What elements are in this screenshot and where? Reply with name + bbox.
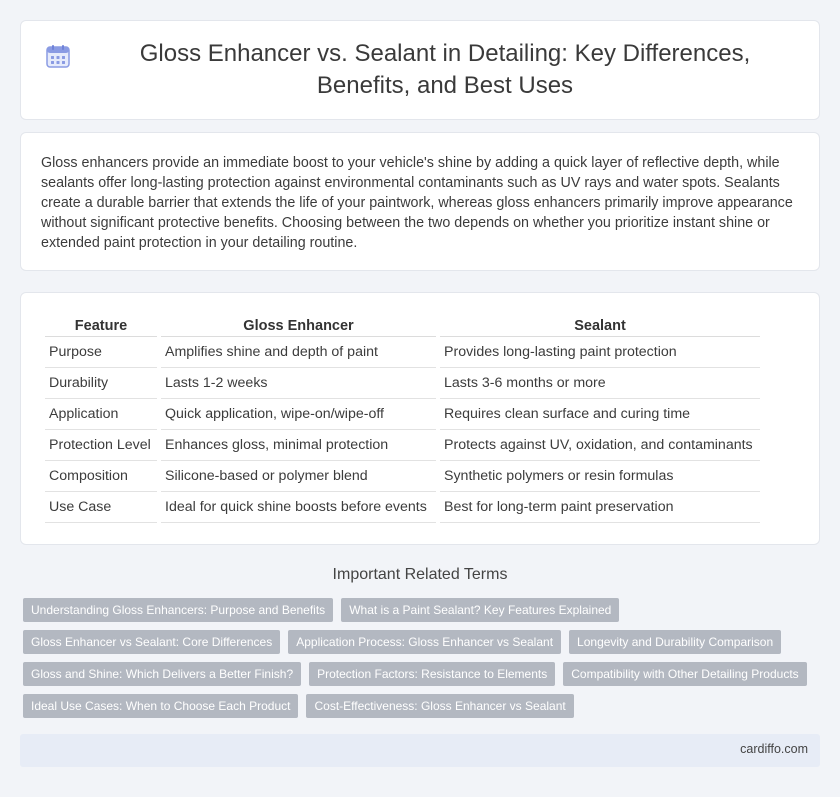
related-term-tag[interactable]: Protection Factors: Resistance to Elements: [309, 662, 555, 686]
related-term-tag[interactable]: Gloss Enhancer vs Sealant: Core Differences: [23, 630, 280, 654]
header-card: [20, 20, 820, 120]
related-term-tag[interactable]: Gloss and Shine: Which Delivers a Better Finish?: [23, 662, 301, 686]
table-row: [45, 368, 760, 399]
footer: [20, 734, 820, 767]
cell-gloss-enhancer: Enhances gloss, minimal protection: [161, 430, 436, 461]
related-term-tag[interactable]: Cost-Effectiveness: Gloss Enhancer vs Sealant: [306, 694, 573, 718]
tag-row: [23, 630, 823, 654]
table-row: [45, 492, 760, 523]
related-terms-heading: Important Related Terms: [332, 566, 508, 583]
table-row: [45, 399, 760, 430]
tag-row: [23, 694, 823, 718]
related-term-tag[interactable]: Compatibility with Other Detailing Products: [563, 662, 806, 686]
cell-sealant: Provides long-lasting paint protection: [440, 337, 760, 368]
cell-feature: Durability: [45, 368, 157, 399]
header-feature: Feature: [45, 315, 157, 337]
cell-sealant: Requires clean surface and curing time: [440, 399, 760, 430]
tag-row: [23, 598, 823, 622]
footer-site-link[interactable]: cardiffo.com: [740, 742, 808, 756]
cell-gloss-enhancer: Lasts 1-2 weeks: [161, 368, 436, 399]
table-row: [45, 337, 760, 368]
cell-feature: Purpose: [45, 337, 157, 368]
cell-sealant: Lasts 3-6 months or more: [440, 368, 760, 399]
cell-gloss-enhancer: Quick application, wipe-on/wipe-off: [161, 399, 436, 430]
calendar-icon: [45, 43, 71, 69]
cell-gloss-enhancer: Silicone-based or polymer blend: [161, 461, 436, 492]
table-row: [45, 461, 760, 492]
header-gloss-enhancer: Gloss Enhancer: [161, 315, 436, 337]
comparison-table: [41, 315, 764, 523]
cell-sealant: Best for long-term paint preservation: [440, 492, 760, 523]
cell-feature: Application: [45, 399, 157, 430]
cell-feature: Composition: [45, 461, 157, 492]
cell-gloss-enhancer: Amplifies shine and depth of paint: [161, 337, 436, 368]
comparison-card: [20, 292, 820, 545]
intro-card: [20, 132, 820, 271]
intro-paragraph: Gloss enhancers provide an immediate boost to your vehicle's shine by adding a quick layer of reflective depth, while sealants offer long-lasting protection against environmental contaminants such as UV rays and water spots. Sealants create a durable barrier that extends the life of your paintwork, whereas gloss enhancers primarily improve appearance without significant protective benefits. Choosing between the two depends on whether you prioritize instant shine or extended paint protection in your detailing routine.: [41, 155, 793, 251]
cell-sealant: Synthetic polymers or resin formulas: [440, 461, 760, 492]
related-term-tag[interactable]: Longevity and Durability Comparison: [569, 630, 781, 654]
related-terms-list: [23, 598, 823, 726]
related-term-tag[interactable]: Ideal Use Cases: When to Choose Each Product: [23, 694, 298, 718]
tag-row: [23, 662, 823, 686]
cell-feature: Protection Level: [45, 430, 157, 461]
table-header-row: [45, 315, 760, 337]
related-term-tag[interactable]: Application Process: Gloss Enhancer vs Sealant: [288, 630, 561, 654]
page-title: Gloss Enhancer vs. Sealant in Detailing: Key Differences, Benefits, and Best Uses: [139, 40, 751, 99]
cell-sealant: Protects against UV, oxidation, and contaminants: [440, 430, 760, 461]
cell-gloss-enhancer: Ideal for quick shine boosts before events: [161, 492, 436, 523]
table-row: [45, 430, 760, 461]
related-term-tag[interactable]: What is a Paint Sealant? Key Features Explained: [341, 598, 619, 622]
related-term-tag[interactable]: Understanding Gloss Enhancers: Purpose and Benefits: [23, 598, 333, 622]
cell-feature: Use Case: [45, 492, 157, 523]
header-sealant: Sealant: [440, 315, 760, 337]
